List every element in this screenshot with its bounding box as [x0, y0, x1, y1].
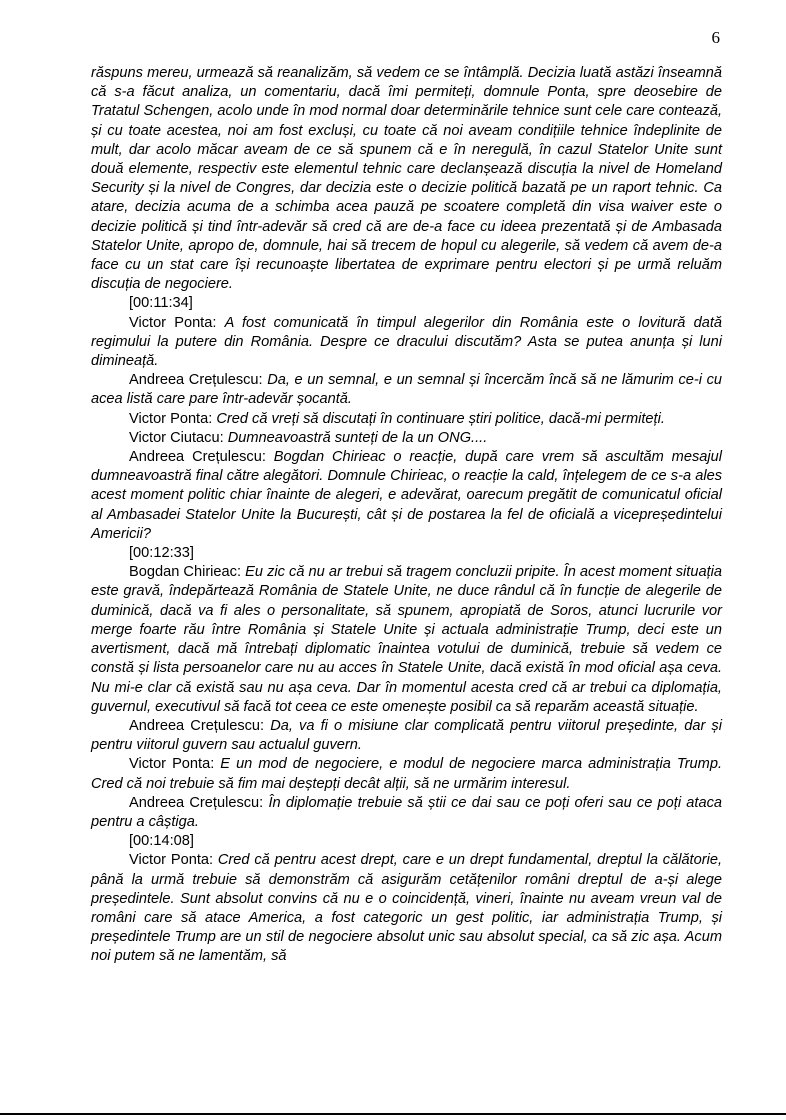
paragraph-3	[91, 371, 722, 409]
paragraph-text: În diplomație trebuie să știi ce dai sau ce poți oferi sau ce poți ataca pentru a câștiga.	[91, 794, 722, 830]
speaker-name: Victor Ponta:	[129, 852, 218, 869]
paragraph-text: Cred că vreți să discutați în continuare știri politice, dacă-mi permiteți.	[216, 410, 665, 427]
speaker-name: Bogdan Chirieac:	[129, 564, 246, 581]
speaker-name: Andreea Crețulescu:	[129, 372, 268, 389]
paragraph-9	[91, 755, 722, 793]
timestamp-2: [00:12:33]	[129, 545, 194, 562]
speaker-name: Victor Ciutacu:	[129, 429, 228, 446]
page-number: 6	[711, 28, 720, 47]
paragraph-text: Bogdan Chirieac o reacție, după care vrem să ascultăm mesajul dumneavoastră final către alegători. Domnule Chirieac, o reacție la cald, înțelegem de ce s-a ales acest moment politic chiar înainte de alegeri, e adevărat, oarecum pregătit de comunicatul oficial al Ambasadei Statelor Unite la București, cât și de postarea la fel de oficială a vicepreședintelui Americii?	[91, 449, 722, 542]
paragraph-8	[91, 717, 722, 755]
paragraph-4	[91, 410, 722, 429]
paragraph-5	[91, 429, 722, 448]
timestamp-1: [00:11:34]	[129, 295, 193, 312]
paragraph-text: Eu zic că nu ar trebui să tragem concluzii pripite. În acest moment situația este gravă, îndepărtează România de Statele Unite, ne duce rândul că în funcție de alegerile de duminică, dacă va fi ales o personalitate, să spunem, apropiată de Soros, atunci lucrurile vor merge foarte rău între România și Statele Unite și actuala administrație Trump, deci este un avertisment, dacă mă întrebați diplomatic înaintea votului de duminică, trebuie să vedem ce constă și lista persoanelor care nu au acces în Statele Unite, dacă există în mod oficial așa ceva. Nu mi-e clar că există sau nu așa ceva. Dar în momentul acesta cred că ar trebui ca diplomația, guvernul, executivul să facă tot ceea ce este omenește posibil ca să reparăm această situație.	[91, 564, 722, 715]
speaker-name: Victor Ponta:	[129, 756, 221, 773]
paragraph-7	[91, 563, 722, 717]
speaker-name: Andreea Crețulescu:	[129, 717, 271, 734]
speaker-name: Victor Ponta:	[129, 314, 225, 331]
paragraph-text: Dumneavoastră sunteți de la un ONG....	[227, 429, 488, 446]
transcript-body	[91, 64, 722, 967]
speaker-name: Victor Ponta:	[129, 410, 217, 427]
paragraph-text: Cred că pentru acest drept, care e un drept fundamental, dreptul la călătorie, până la urmă trebuie să demonstrăm că asigurăm cetățenilor români dreptul de a-și alege președintele. Sunt absolut convins că nu e o coincidență, vineri, înainte nu aveam vreun val de români care să atace America, a fost categoric un gest politic, iar administrația Trump, și președintele Trump are un stil de negociere absolut unic sau absolut special, ca să zic așa. Acum noi putem să ne lamentăm, să	[91, 852, 723, 965]
speaker-name: Andreea Crețulescu:	[129, 794, 269, 811]
paragraph-10	[91, 794, 722, 832]
paragraph-text: răspuns mereu, urmează să reanalizăm, să vedem ce se întâmplă. Decizia luată astăzi înseamnă că s-a făcut analiza, un comentariu, dacă îmi permiteți, domnule Ponta, spre deosebire de Tratatul Schengen, acolo unde în mod normal doar determinările tehnice sunt cele care contează, și cu toate acestea, noi am fost excluși, cu toate că noi aveam condițiile tehnice îndeplinite de mult, dar acolo măcar aveam de ce să spunem că e în neregulă, în cazul Statelor Unite sunt două elemente, respectiv este elementul tehnic care declanșează discuția la nivel de Homeland Security și la nivel de Congres, dar decizia este o decizie politică bazată pe un raport tehnic. Ca atare, decizia acuma de a schimba acea pauză pe scoatere completă din visa waiver este o decizie politică și tind într-adevăr să cred că are de-a face cu ideea prezentată și de Ambasada Statelor Unite, apropo de, domnule, hai să trecem de hopul cu alegerile, să vedem că avem de-a face cu un stat care își recunoaște libertatea de exprimare pentru electori și pe urmă reluăm discuția de negociere.	[91, 65, 722, 293]
paragraph-text: Da, va fi o misiune clar complicată pentru viitorul președinte, dar și pentru viitorul guvern sau actualul guvern.	[91, 717, 722, 754]
bottom-rule	[0, 1113, 786, 1115]
paragraph-text: Da, e un semnal, e un semnal și încercăm încă să ne lămurim ce-i cu acea listă care pare într-adevăr șocantă.	[91, 372, 722, 408]
paragraph-1	[91, 64, 722, 294]
paragraph-11	[91, 851, 722, 966]
paragraph-2	[91, 314, 722, 372]
timestamp-3: [00:14:08]	[129, 833, 194, 850]
paragraph-text: A fost comunicată în timpul alegerilor din România este o lovitură dată regimului la putere din România. Despre ce dracului discutăm? Asta se putea anunța și luni dimineață.	[91, 314, 723, 370]
speaker-name: Andreea Crețulescu:	[129, 449, 274, 466]
paragraph-text: E un mod de negociere, e modul de negociere marca administrația Trump. Cred că noi trebuie să fim mai deștepți decât alții, să ne urmărim interesul.	[91, 756, 722, 792]
paragraph-6	[91, 448, 722, 544]
